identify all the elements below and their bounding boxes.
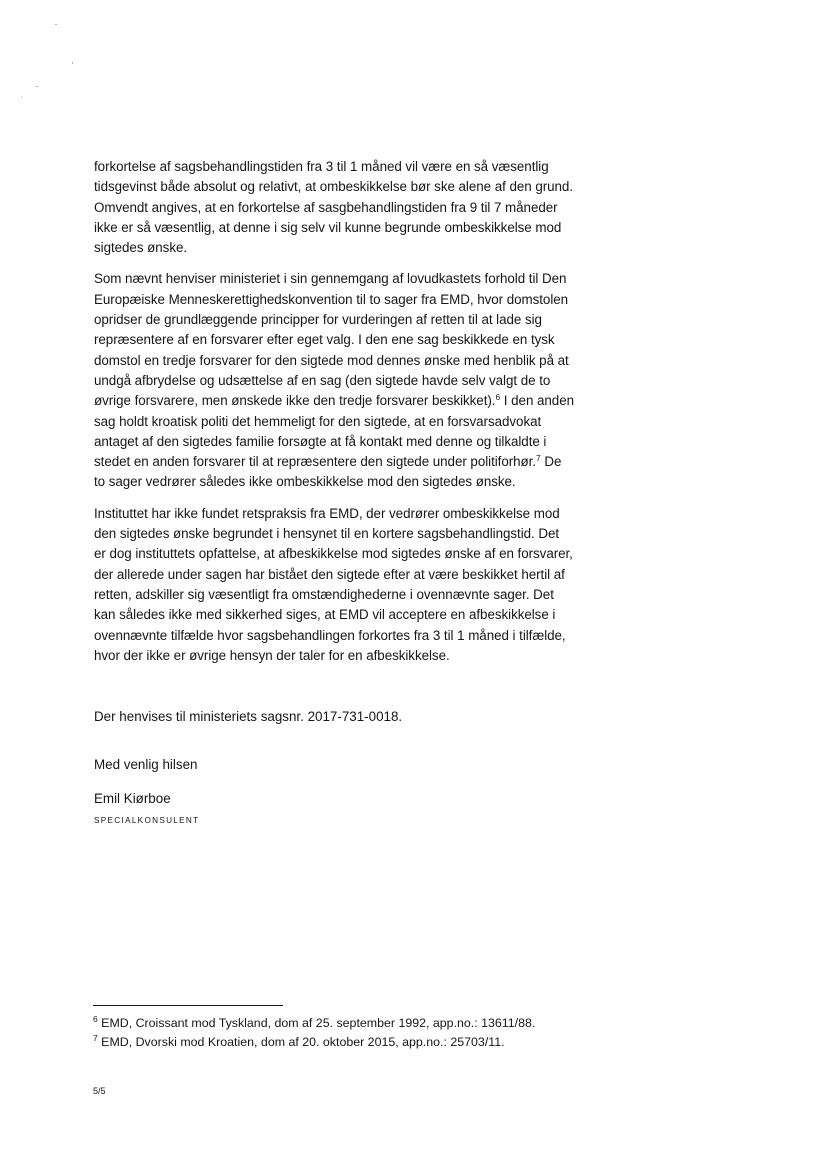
paragraph-3-text: Instituttet har ikke fundet retspraksis fra EMD, der vedrører ombeskikkelse mod den sigtedes ønske begrundet i hensynet til en kortere sagsbehandlingstid. Det er dog instituttets opfattelse, at afbeskikkelse mod sigtedes ønske af en forsvarer, der allerede under sagen har bistået den sigtede efter at være beskikket hertil af retten, adskiller sig væsentligt fra omstændighederne i ovennævnte sager. Det kan således ikke med sikkerhed siges, at EMD vil acceptere en afbeskikkelse i ovennævnte tilfælde hvor sagsbehandlingen forkortes fra 3 til 1 måned i tilfælde, hvor der ikke er øvrige hensyn der taler for en afbeskikkelse.: [94, 505, 573, 663]
paragraph-1-text: forkortelse af sagsbehandlingstiden fra 3 til 1 måned vil være en så væsentlig tidsgevinst både absolut og relativt, at ombeskikkelse bør ske alene af den grund. Omvendt angives, at en forkortelse af sasgbehandlingstiden fra 9 til 7 måneder ikke er så væsentlig, at denne i sig selv vil kunne begrunde ombeskikkelse mod sigtedes ønske.: [94, 159, 573, 256]
page-number: 5/5: [93, 1086, 106, 1096]
footnote-marker-7: 7: [93, 1032, 98, 1043]
paragraph-3: [94, 504, 574, 666]
footnote-divider: [93, 1005, 283, 1006]
paragraph-2-text-b: I den anden sag holdt kroatisk politi det hemmeligt for den sigtede, at en forsvarsadvokat antaget af den sigtedes familie forsøgte at få kontakt med denne og tilkaldte i stedet en anden forsvarer til at repræsentere den sigtede under politiforhør.: [94, 393, 575, 470]
case-reference: Der henvises til ministeriets sagsnr. 2017-731-0018.: [94, 709, 403, 725]
scan-speck: [21, 97, 22, 98]
signer-name: Emil Kiørboe: [94, 791, 171, 807]
letter-body: [94, 157, 574, 831]
footnote-ref-7[interactable]: 7: [536, 453, 541, 464]
footnote-7-text: EMD, Dvorski mod Kroatien, dom af 20. oktober 2015, app.no.: 25703/11.: [97, 1034, 505, 1049]
signer-title: SPECIALKONSULENT: [94, 816, 200, 826]
footnotes: [93, 1014, 563, 1051]
closing-greeting: Med venlig hilsen: [94, 757, 198, 773]
paragraph-2-text-a: Som nævnt henviser ministeriet i sin gennemgang af lovudkastets forhold til Den Europæiske Menneskerettighedskonvention til to sager fra EMD, hvor domstolen opridser de grundlæggende principper for vurderingen af retten til at lade sig repræsentere af en forsvarer efter eget valg. I den ene sag beskikkede en tysk domstol en tredje forsvarer for den sigtede mod dennes ønske med henblik på at undgå afbrydelse og udsættelse af en sag (den sigtede havde selv valgt de to øvrige forsvarere, men ønskede ikke den tredje forsvarer beskikket).: [94, 271, 569, 409]
paragraph-1: [94, 157, 574, 258]
scan-speck: [72, 62, 73, 64]
footnote-ref-6[interactable]: 6: [495, 392, 501, 403]
scan-speck: [36, 86, 38, 87]
footnote-marker-6: 6: [93, 1014, 98, 1024]
footnote-7: [93, 1033, 563, 1052]
scan-speck: [55, 24, 57, 25]
footnote-6: [93, 1014, 563, 1033]
footnote-6-text: EMD, Croissant mod Tyskland, dom af 25. september 1992, app.no.: 13611/88.: [97, 1016, 536, 1030]
paragraph-2-text-c: De to sager vedrører således ikke ombeskikkelse mod den sigtedes ønske.: [94, 454, 562, 490]
paragraph-2: [94, 269, 574, 492]
